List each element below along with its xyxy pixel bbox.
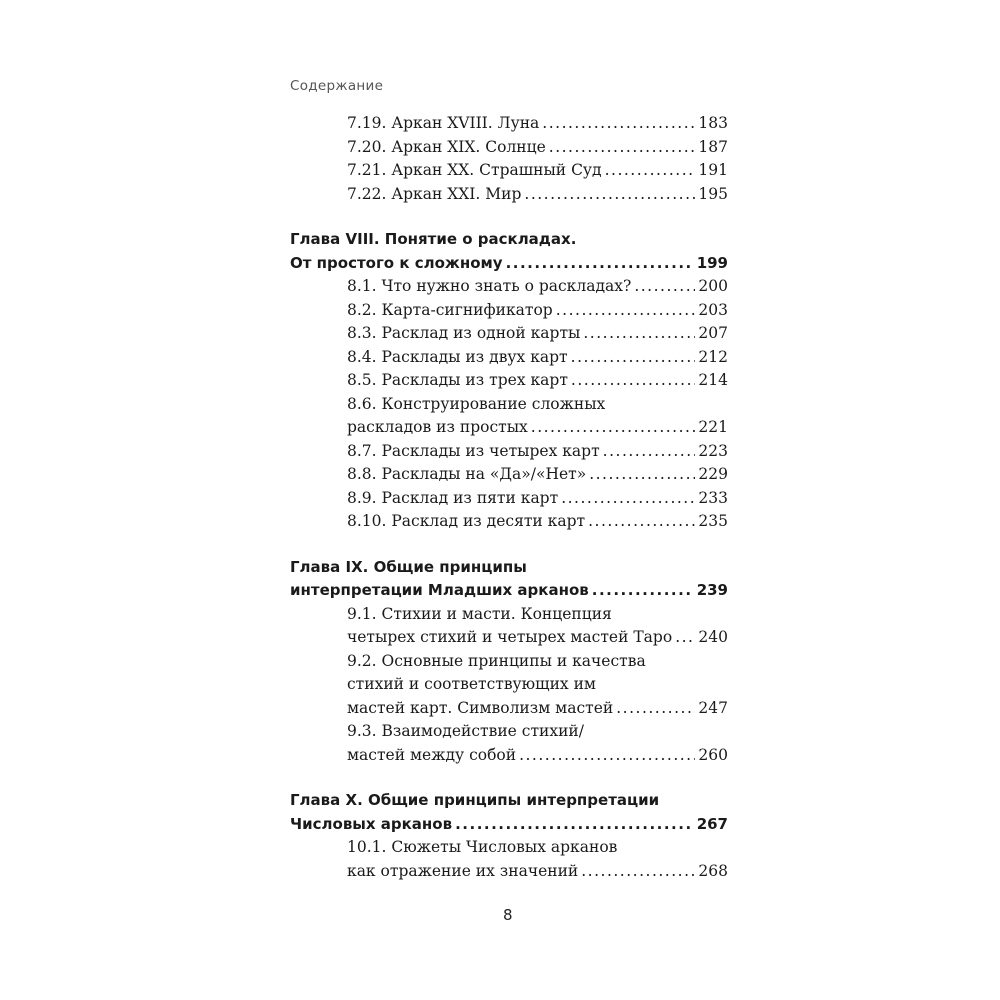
toc-entry-title: 9.1. Стихии и масти. Концепция <box>347 604 612 623</box>
toc-entry-title: 8.3. Расклад из одной карты <box>347 324 581 342</box>
chapter-title: интерпретации Младших арканов <box>290 581 589 599</box>
toc-entry-page: 223 <box>698 441 728 460</box>
toc-entry-title: раскладов из простых <box>347 418 528 436</box>
toc-entry-page: 207 <box>698 324 728 342</box>
toc-entry-title: стихий и соответствующих им <box>347 675 596 693</box>
toc-entry-title: 7.19. Аркан XVIII. Луна <box>347 114 540 132</box>
toc-entry-title: 8.9. Расклад из пяти карт <box>347 488 559 507</box>
toc-entry-page: 187 <box>698 137 728 156</box>
toc-entry-title: 8.6. Конструирование сложных <box>347 394 606 413</box>
toc-entry[interactable] <box>290 369 728 393</box>
section-gap <box>290 206 728 228</box>
toc-entry-page: 221 <box>698 418 728 436</box>
toc-entry-title: 8.7. Расклады из четырех карт <box>347 441 600 460</box>
toc-entry-page: 240 <box>698 628 728 646</box>
toc-entry-title: 7.21. Аркан XX. Страшный Суд <box>347 161 602 179</box>
toc-entry[interactable] <box>290 626 728 650</box>
leader-dots <box>581 860 695 884</box>
toc-entry-page: 183 <box>698 114 728 132</box>
toc-entry-title: 8.1. Что нужно знать о раскладах? <box>347 277 632 295</box>
toc-entry[interactable] <box>290 346 728 370</box>
toc-entry[interactable] <box>290 650 728 674</box>
leader-dots <box>634 275 695 299</box>
chapter-title: Числовых арканов <box>290 814 453 833</box>
chapter-page: 267 <box>696 814 728 833</box>
leader-dots <box>571 346 696 370</box>
table-of-contents <box>290 112 728 883</box>
toc-entry-title: 9.3. Взаимодействие стихий/ <box>347 722 584 740</box>
toc-entry-title: 10.1. Сюжеты Числовых арканов <box>347 838 618 856</box>
toc-entry-title: 8.8. Расклады на «Да»/«Нет» <box>347 465 587 483</box>
chapter-title: Глава VIII. Понятие о раскладах. <box>290 230 577 248</box>
page-number: 8 <box>503 906 513 924</box>
toc-entry-title: 8.2. Карта-сигнификатор <box>347 300 553 319</box>
toc-entry[interactable] <box>290 744 728 768</box>
toc-entry-page: 212 <box>698 347 728 366</box>
toc-entry-page: 233 <box>698 488 728 507</box>
chapter-heading[interactable] <box>290 228 728 252</box>
chapter-heading[interactable] <box>290 813 728 837</box>
toc-entry-page: 214 <box>698 371 728 389</box>
leader-dots <box>583 322 695 346</box>
leader-dots <box>455 813 694 837</box>
toc-entry[interactable] <box>290 393 728 417</box>
toc-entry[interactable] <box>290 860 728 884</box>
chapter-title: От простого к сложному <box>290 253 503 272</box>
toc-entry-page: 200 <box>698 277 728 295</box>
toc-entry[interactable] <box>290 136 728 160</box>
toc-entry[interactable] <box>290 487 728 511</box>
toc-entry-title: 8.10. Расклад из десяти карт <box>347 512 586 530</box>
toc-entry[interactable] <box>290 322 728 346</box>
leader-dots <box>588 510 695 534</box>
toc-entry-title: как отражение их значений <box>347 861 579 880</box>
toc-entry[interactable] <box>290 183 728 207</box>
toc-entry[interactable] <box>290 603 728 627</box>
toc-entry-page: 235 <box>698 512 728 530</box>
toc-entry-page: 195 <box>698 184 728 203</box>
toc-entry[interactable] <box>290 720 728 744</box>
chapter-title: Глава X. Общие принципы интерпретации <box>290 791 660 809</box>
leader-dots <box>603 440 696 464</box>
toc-entry[interactable] <box>290 275 728 299</box>
toc-entry-title: четырех стихий и четырех мастей Таро <box>347 628 673 646</box>
running-head: Содержание <box>290 78 384 94</box>
leader-dots <box>592 579 694 603</box>
chapter-heading[interactable] <box>290 556 728 580</box>
toc-entry[interactable] <box>290 510 728 534</box>
toc-entry[interactable] <box>290 159 728 183</box>
toc-entry-page: 247 <box>698 698 728 717</box>
toc-entry-title: 7.22. Аркан XXI. Мир <box>347 184 522 203</box>
chapter-title: Глава IX. Общие принципы <box>290 557 527 576</box>
toc-entry-page: 260 <box>698 745 728 764</box>
toc-entry-title: 8.5. Расклады из трех карт <box>347 371 568 389</box>
toc-entry-title: 8.4. Расклады из двух карт <box>347 347 568 366</box>
chapter-page: 199 <box>696 253 728 272</box>
toc-entry-title: 7.20. Аркан XIX. Солнце <box>347 137 546 156</box>
leader-dots <box>542 112 695 136</box>
chapter-heading[interactable] <box>290 789 728 813</box>
toc-entry-title: мастей между собой <box>347 745 517 764</box>
toc-entry[interactable] <box>290 416 728 440</box>
toc-entry[interactable] <box>290 463 728 487</box>
chapter-page: 239 <box>696 581 728 599</box>
leader-dots <box>556 299 696 323</box>
toc-entry[interactable] <box>290 440 728 464</box>
toc-entry[interactable] <box>290 836 728 860</box>
toc-entry[interactable] <box>290 299 728 323</box>
toc-entry[interactable] <box>290 112 728 136</box>
section-gap <box>290 767 728 789</box>
leader-dots <box>589 463 695 487</box>
toc-entry[interactable] <box>290 673 728 697</box>
leader-dots <box>549 136 696 160</box>
toc-entry-page: 191 <box>698 161 728 179</box>
section-gap <box>290 534 728 556</box>
leader-dots <box>506 252 694 276</box>
leader-dots <box>519 744 695 768</box>
chapter-heading[interactable] <box>290 252 728 276</box>
leader-dots <box>675 626 695 650</box>
leader-dots <box>605 159 696 183</box>
toc-entry-page: 268 <box>698 861 728 880</box>
leader-dots <box>531 416 696 440</box>
leader-dots <box>616 697 695 721</box>
leader-dots <box>561 487 695 511</box>
leader-dots <box>571 369 695 393</box>
chapter-heading[interactable] <box>290 579 728 603</box>
toc-entry-page: 203 <box>698 300 728 319</box>
toc-entry[interactable] <box>290 697 728 721</box>
toc-entry-title: мастей карт. Символизм мастей <box>347 698 614 717</box>
leader-dots <box>524 183 695 207</box>
toc-entry-page: 229 <box>698 465 728 483</box>
toc-entry-title: 9.2. Основные принципы и качества <box>347 651 646 670</box>
